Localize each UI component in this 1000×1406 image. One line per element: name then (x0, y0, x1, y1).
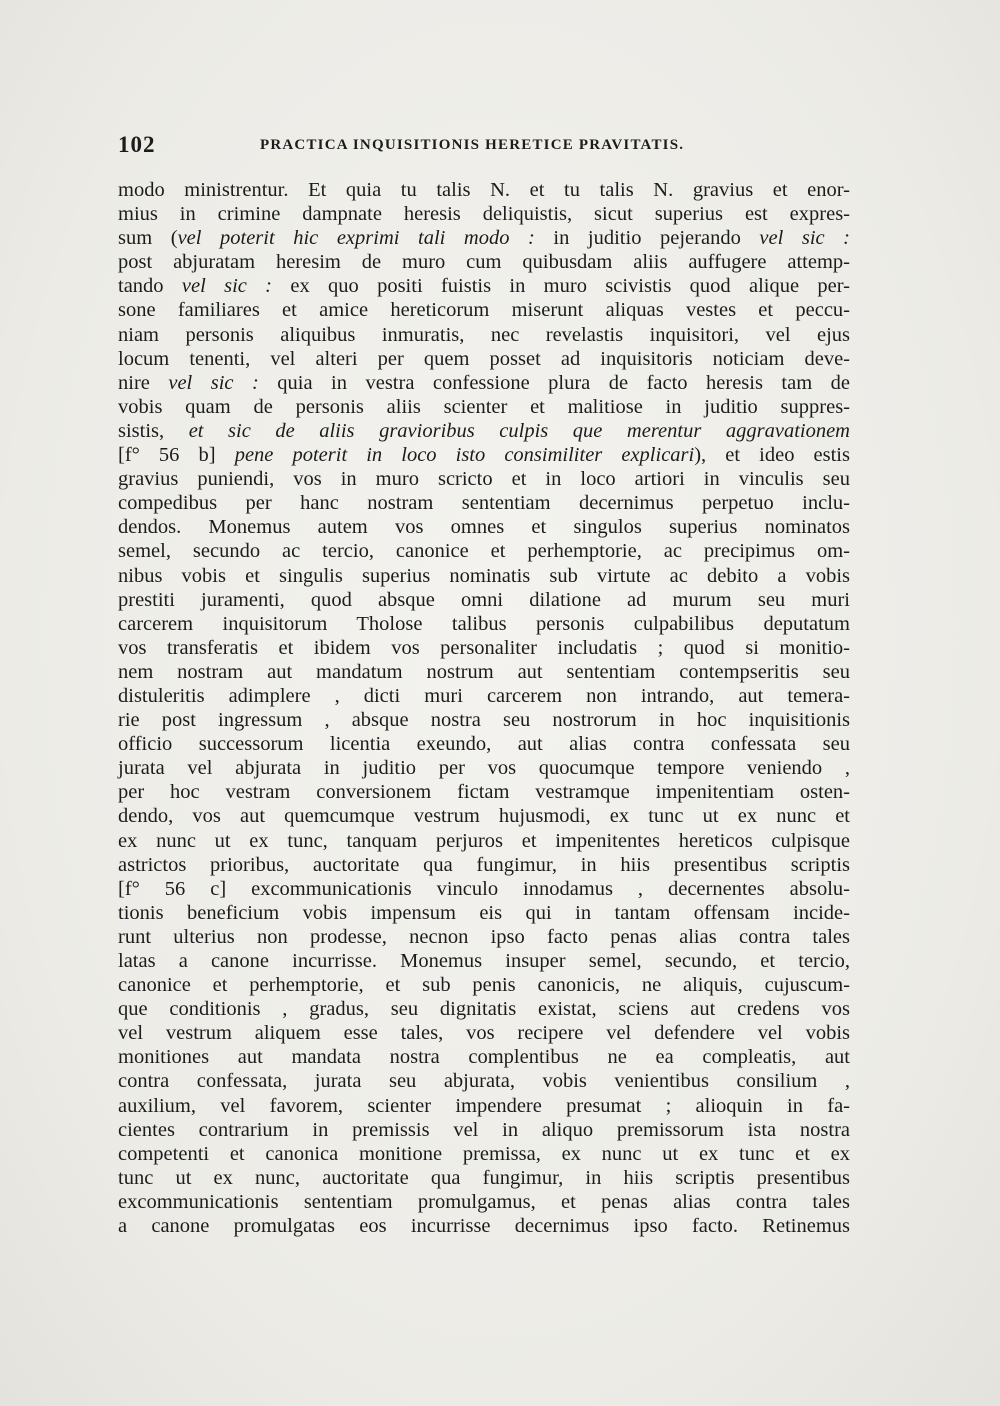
text-line (118, 1069, 850, 1093)
text-line (118, 178, 850, 202)
text-segment: jurata vel abjurata in juditio per vos quocumque tempore veniendo , (118, 757, 850, 780)
text-segment: cientes contrarium in premissis vel in aliquo premissorum ista nostra (118, 1118, 850, 1141)
text-line (118, 443, 850, 467)
text-line (118, 371, 850, 395)
text-segment: tunc ut ex nunc, auctoritate qua fungimur, in hiis scriptis presentibus (118, 1166, 850, 1189)
text-line (118, 491, 850, 515)
text-segment: [f° 56 c] excommunicationis vinculo innodamus , decernentes absolu- (118, 877, 850, 900)
italic-text-segment: vel sic : (181, 275, 273, 298)
text-segment: rie post ingressum , absque nostra seu nostrorum in hoc inquisitionis (118, 709, 850, 732)
text-segment: monitiones aut mandata nostra complentibus ne ea compleatis, aut (118, 1046, 850, 1069)
text-segment: in juditio pejerando (534, 227, 760, 250)
text-segment: runt ulterius non prodesse, necnon ipso facto penas alias contra tales (118, 925, 850, 948)
text-line (118, 515, 850, 539)
text-line (118, 347, 850, 371)
text-line (118, 1166, 850, 1190)
text-line (118, 636, 850, 660)
text-segment: dendo, vos aut quemcumque vestrum hujusmodi, ex tunc ut ex nunc et (118, 805, 850, 828)
text-segment: vel vestrum aliquem esse tales, vos recipere vel defendere vel vobis (118, 1022, 850, 1045)
text-line (118, 395, 850, 419)
body-text (118, 178, 850, 1238)
text-line (118, 250, 850, 274)
text-segment: gravius puniendi, vos in muro scricto et in loco artiori in vinculis seu (118, 468, 850, 491)
text-line (118, 298, 850, 322)
text-segment: dendos. Monemus autem vos omnes et singulos superius nominatos (118, 516, 850, 539)
text-segment: distuleritis adimplere , dicti muri carcerem non intrando, aut temera- (118, 684, 850, 707)
text-segment: tionis beneficium vobis impensum eis qui in tantam offensam incide- (118, 901, 850, 924)
text-line (118, 588, 850, 612)
text-segment: excommunicationis sententiam promulgamus, et penas alias contra tales (118, 1190, 850, 1213)
text-segment: sum ( (118, 227, 178, 250)
text-line (118, 1190, 850, 1214)
text-segment: semel, secundo ac tercio, canonice et perhemptorie, ac precipimus om- (118, 540, 850, 563)
text-line (118, 949, 850, 973)
text-segment: modo ministrentur. Et quia tu talis N. et tu talis N. gravius et enor- (118, 179, 850, 201)
text-segment: competenti et canonica monitione premissa, ex nunc ut ex tunc et ex (118, 1142, 850, 1165)
text-segment: quia in vestra confessione plura de facto heresis tam de (258, 371, 851, 394)
text-line (118, 997, 850, 1021)
text-line (118, 467, 850, 491)
text-line (118, 1214, 850, 1238)
text-line (118, 732, 850, 756)
text-line (118, 564, 850, 588)
text-line (118, 419, 850, 443)
text-segment: locum tenenti, vel alteri per quem posset ad inquisitoris noticiam deve- (118, 347, 850, 370)
text-line (118, 780, 850, 804)
text-segment: nire (118, 371, 169, 394)
text-segment: carcerem inquisitorum Tholose talibus personis culpabilibus deputatum (118, 612, 850, 635)
text-segment: sone familiares et amice hereticorum miserunt aliquas vestes et peccu- (118, 299, 850, 322)
text-segment: post abjuratam heresim de muro cum quibusdam aliis auffugere attemp- (118, 251, 850, 274)
text-segment: ex quo positi fuistis in muro scivistis quod alique per- (272, 275, 850, 298)
text-segment: mius in crimine dampnate heresis deliquistis, sicut superius est expres- (118, 203, 850, 226)
text-line (118, 1142, 850, 1166)
text-segment: per hoc vestram conversionem fictam vestramque impenitentiam osten- (118, 781, 850, 804)
text-line (118, 660, 850, 684)
text-segment: astrictos prioribus, auctoritate qua fungimur, in hiis presentibus scriptis (118, 853, 850, 876)
text-segment: contra confessata, jurata seu abjurata, vobis venientibus consilium , (118, 1070, 850, 1093)
page-number: 102 (118, 132, 156, 157)
text-segment: sistis, (118, 419, 189, 442)
text-line (118, 901, 850, 925)
italic-text-segment: vel poterit hic exprimi tali modo : (177, 227, 535, 250)
italic-text-segment: vel sic : (759, 227, 850, 250)
text-line (118, 925, 850, 949)
italic-text-segment: vel sic : (168, 371, 259, 394)
text-line (118, 973, 850, 997)
running-title: PRACTICA INQUISITIONIS HERETICE PRAVITATIS. (260, 137, 685, 153)
text-segment: a canone promulgatas eos incurrisse decernimus ipso facto. Retinemus (118, 1215, 850, 1238)
italic-text-segment: et sic de aliis gravioribus culpis que merentur aggravationem (188, 419, 850, 442)
text-line (118, 804, 850, 828)
page-header (118, 132, 850, 160)
text-segment: vos transferatis et ibidem vos personaliter includatis ; quod si monitio- (118, 636, 850, 659)
text-segment: nibus vobis et singulis superius nominatis sub virtute ac debito a vobis (118, 564, 850, 587)
text-segment: latas a canone incurrisse. Monemus insuper semel, secundo, et tercio, (118, 950, 850, 972)
text-line (118, 539, 850, 563)
text-line (118, 202, 850, 226)
text-segment: compedibus per hanc nostram sententiam decernimus perpetuo inclu- (118, 492, 850, 515)
text-line (118, 1118, 850, 1142)
text-line (118, 853, 850, 877)
text-line (118, 226, 850, 250)
text-line (118, 877, 850, 901)
text-segment: auxilium, vel favorem, scienter impendere presumat ; alioquin in fa- (118, 1094, 850, 1117)
text-line (118, 323, 850, 347)
text-line (118, 1045, 850, 1069)
italic-text-segment: pene poterit in loco isto consimiliter explicari (234, 444, 695, 467)
text-line (118, 708, 850, 732)
text-segment: prestiti juramenti, quod absque omni dilatione ad murum seu muri (118, 588, 850, 611)
text-line (118, 1094, 850, 1118)
text-segment: canonice et perhemptorie, et sub penis canonicis, ne aliquis, cujuscum- (118, 974, 850, 997)
text-line (118, 756, 850, 780)
text-segment: [f° 56 b] (118, 444, 235, 467)
text-segment: officio successorum licentia exeundo, aut alias contra confessata seu (118, 733, 850, 756)
text-line (118, 684, 850, 708)
text-segment: tando (118, 275, 182, 298)
text-segment: niam personis aliquibus inmuratis, nec revelastis inquisitori, vel ejus (118, 323, 850, 346)
text-segment: que conditionis , gradus, seu dignitatis existat, sciens aut credens vos (118, 998, 850, 1021)
text-line (118, 1021, 850, 1045)
text-segment: ), et ideo estis (694, 444, 850, 467)
text-segment: nem nostram aut mandatum nostrum aut sententiam contempseritis seu (118, 660, 850, 683)
text-segment: ex nunc ut ex tunc, tanquam perjuros et impenitentes hereticos culpisque (118, 829, 850, 852)
text-line (118, 829, 850, 853)
text-segment: vobis quam de personis aliis scienter et malitiose in juditio suppres- (118, 395, 850, 418)
text-line (118, 274, 850, 298)
text-line (118, 612, 850, 636)
